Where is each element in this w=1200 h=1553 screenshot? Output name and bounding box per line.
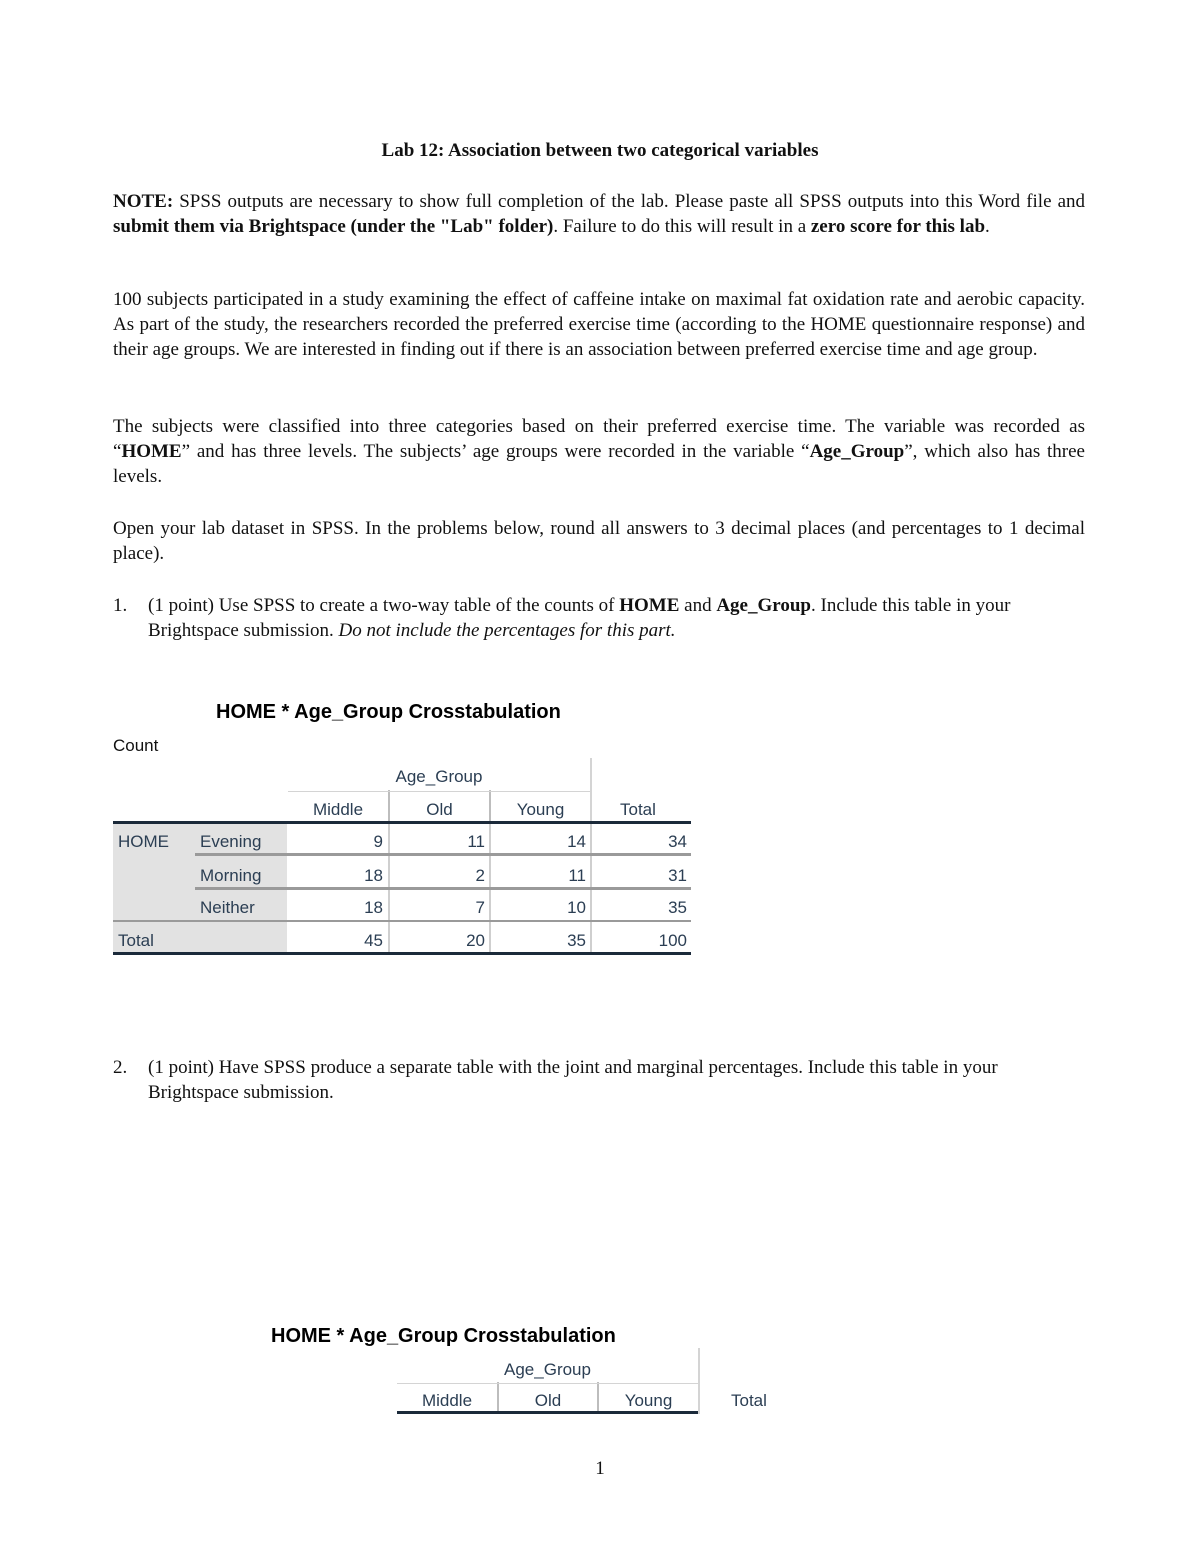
column-header: Middle [421,1391,473,1410]
page-title: Lab 12: Association between two categorical variables [381,140,819,161]
question-1 [113,593,1085,643]
table-cell: 10 [567,898,586,917]
note-bold-zero: zero score for this lab [810,216,986,237]
table-cell: 31 [668,866,687,885]
variables-text-2: ” and has three levels. The subjects’ age groups were recorded in the variable “ [181,441,810,462]
row-rule [195,887,691,890]
column-header: Total [731,1391,767,1410]
variables-paragraph [113,414,1085,489]
question-2-number: 2. [113,1057,128,1078]
column-header: Old [426,800,453,819]
table-1-subtitle: Count [113,736,159,755]
table-cell: 2 [475,866,485,885]
instructions-paragraph: Open your lab dataset in SPSS. In the problems below, round all answers to 3 decimal places (and percentages to 1 decimal place). [113,518,1085,564]
table-cell: 45 [364,931,383,950]
question-1-italic-note: Do not include the percentages for this part. [338,620,676,641]
page-number: 1 [595,1458,605,1479]
group-header-rule [288,791,590,792]
column-header: Young [624,1391,673,1410]
note-label: NOTE: [113,191,174,212]
column-header: Middle [312,800,364,819]
table-cell: 7 [475,898,485,917]
question-2 [113,1055,1085,1105]
table-cell: 35 [668,898,687,917]
table-cell: 9 [373,832,383,851]
variables-text: The subjects were classified into three categories based on their preferred exercise time. The variable was recorded as “ [113,416,1085,462]
row-label: Neither [200,898,255,917]
note-text-2: . Failure to do this will result in a [553,216,811,237]
table-1-title: HOME * Age_Group Crosstabulation [216,701,561,723]
question-1-text: (1 point) Use SPSS to create a two-way table of the counts of HOME and Age_Group. Include this table in your Brightspace submission. Do not include the percentages for this part. [148,595,1011,641]
table-cell: 18 [364,866,383,885]
row-rule [195,853,691,856]
table-cell: 34 [668,832,687,851]
total-row-label: Total [118,931,154,950]
table-cell: 100 [658,931,687,950]
column-header: Total [620,800,656,819]
question-1-number: 1. [113,595,128,616]
row-rule [113,920,691,922]
row-label: Morning [200,866,262,885]
column-divider [698,1348,700,1414]
group-header-rule [397,1383,698,1384]
note-text: SPSS outputs are necessary to show full completion of the lab. Please paste all SPSS outputs into this Word file and [173,191,1085,212]
column-header: Young [516,800,565,819]
header-rule [397,1411,698,1414]
column-group-header: Age_Group [504,1360,591,1379]
note-text-3: . [985,216,990,237]
variable-age-group: Age_Group [809,441,905,462]
note-paragraph [113,189,1085,239]
row-variable-label: HOME [118,832,169,851]
question-2-text: (1 point) Have SPSS produce a separate table with the joint and marginal percentages. Include this table in your Brightspace submission. [148,1057,998,1103]
column-group-header: Age_Group [395,767,483,786]
table-cell: 11 [568,866,586,885]
table-2-title: HOME * Age_Group Crosstabulation [271,1325,616,1347]
table-cell: 14 [567,832,586,851]
table-cell: 20 [466,931,485,950]
column-header: Old [534,1391,562,1410]
column-divider [590,758,592,822]
variables-text-3: ”, which also has three levels. [113,441,1085,487]
table-cell: 11 [467,832,485,851]
table-cell: 35 [567,931,586,950]
note-bold-submit: submit them via Brightspace (under the "Lab" folder) [113,216,554,237]
header-rule [113,821,691,824]
variable-home: HOME [121,441,182,462]
intro-paragraph: 100 subjects participated in a study examining the effect of caffeine intake on maximal fat oxidation rate and aerobic capacity. As part of the study, the researchers recorded the preferred exercise time (according to the HOME questionnaire response) and their age groups. We are interested in finding out if there is an association between preferred exercise time and age group. [113,289,1085,360]
row-label: Evening [200,832,262,851]
table-cell: 18 [364,898,383,917]
bottom-rule [113,952,691,955]
